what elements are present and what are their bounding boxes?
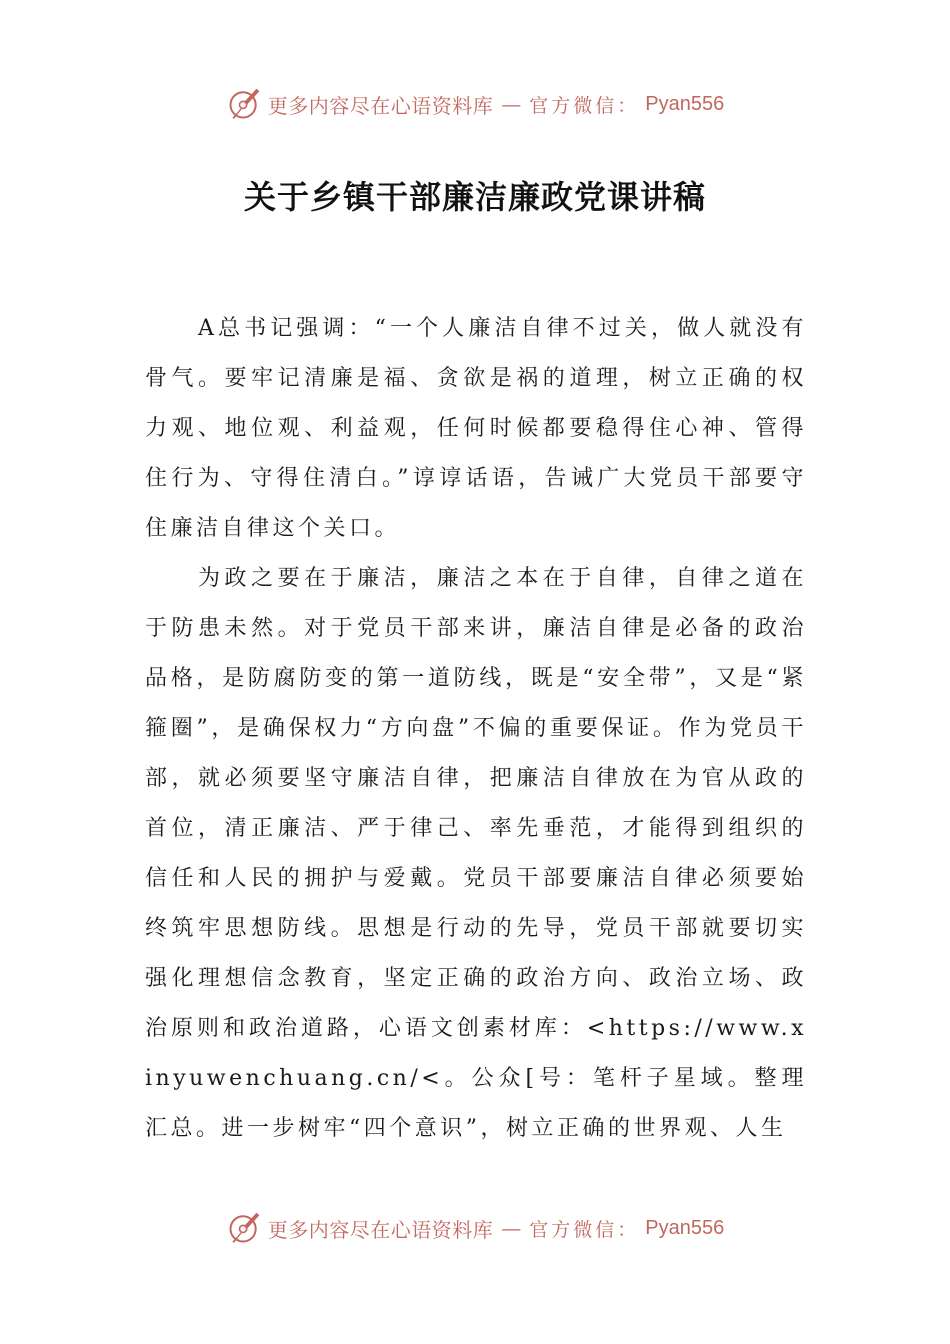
footer-banner (0, 1206, 950, 1250)
header-banner (0, 82, 950, 126)
pen-logo-icon (226, 1210, 262, 1246)
banner-wechat-label: 官方微信： (529, 94, 640, 117)
banner-dash: — (501, 92, 522, 116)
banner-wechat-id: Pyan556 (645, 1216, 725, 1239)
document-title: 关于乡镇干部廉洁廉政党课讲稿 (243, 178, 706, 216)
banner-text: 更多内容尽在心语资料库 (267, 93, 494, 118)
paragraph: 为政之要在于廉洁，廉洁之本在于自律，自律之道在于防患未然。对于党员干部来讲，廉洁自律是必备的政治品格，是防腐防变的第一道防线，既是“安全带”，又是“紧箍圈”，是确保权力“方向盘”不偏的重要保证。作为党员干部，就必须要坚守廉洁自律，把廉洁自律放在为官从政的首位，清正廉洁、严于律己、率先垂范，才能得到组织的信任和人民的拥护与爱戴。党员干部要廉洁自律必须要始终筑牢思想防线。思想是行动的先导，党员干部就要切实强化理想信念教育，坚定正确的政治方向、政治立场、政治原则和政治道路，心语文创素材库：<https://www.xinyuwenchuang.cn/<。公众[号：笔杆子星域。整理汇总。进一步树牢“四个意识”，树立正确的世界观、人生 (145, 566, 807, 1141)
document-body (145, 304, 807, 1154)
banner-text: 更多内容尽在心语资料库 (267, 1217, 494, 1242)
banner-wechat-id: Pyan556 (645, 92, 725, 115)
paragraph: A总书记强调：“一个人廉洁自律不过关，做人就没有骨气。要牢记清廉是福、贪欲是祸的道理，树立正确的权力观、地位观、利益观，任何时候都要稳得住心神、管得住行为、守得住清白。”谆谆话语，告诫广大党员干部要守住廉洁自律这个关口。 (145, 316, 807, 541)
banner-wechat-label: 官方微信： (529, 1218, 640, 1241)
pen-logo-icon (226, 86, 262, 122)
banner-dash: — (501, 1216, 522, 1240)
